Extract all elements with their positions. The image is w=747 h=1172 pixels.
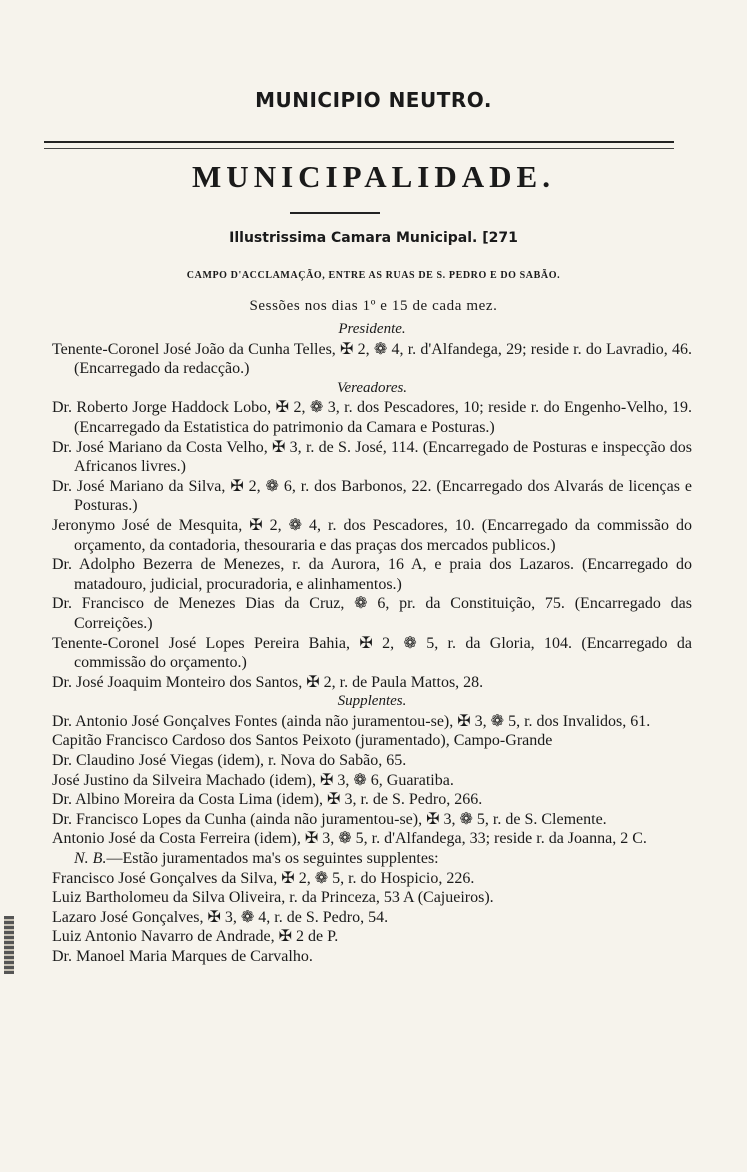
supplente-entry: Dr. Claudino José Viegas (idem), r. Nova do Sabão, 65. — [52, 752, 407, 770]
nota-bene-label: N. B. — [74, 850, 107, 868]
vereador-entry: Dr. José Joaquim Monteiro dos Santos, ✠ 2, r. de Paula Mattos, 28. — [52, 673, 484, 691]
supplentes-heading: Supplentes. — [337, 693, 407, 710]
binding-edge-mark — [4, 916, 14, 974]
vereador-entry: Tenente-Coronel José Lopes Pereira Bahia, ✠ 2, ❁ 5, r. da Gloria, 104. (Encarregado da commissão do orçamento.) — [52, 634, 692, 672]
vereador-entry: Dr. José Mariano da Costa Velho, ✠ 3, r. de S. José, 114. (Encarregado de Posturas e inspecção dos Africanos livres.) — [52, 438, 692, 476]
vereadores-heading: Vereadores. — [336, 379, 408, 396]
vereador-entry: Dr. Adolpho Bezerra de Menezes, r. da Aurora, 16 A, e praia dos Lazaros. (Encarregado do matadouro, judicial, procuradoria, e alinhamentos.) — [52, 556, 692, 593]
nota-bene-line — [52, 849, 692, 869]
nota-entry: Luiz Antonio Navarro de Andrade, ✠ 2 de P. — [52, 928, 339, 946]
supplente-entry: Dr. Antonio José Gonçalves Fontes (ainda não juramentou-se), ✠ 3, ❁ 5, r. dos Invalidos, 61. — [52, 712, 651, 730]
presidente-entry: Tenente-Coronel José João da Cunha Telles, ✠ 2, ❁ 4, r. d'Alfandega, 29; reside r. do Lavradio, 46. (Encarregado da redacção.) — [52, 340, 692, 378]
short-rule-divider — [290, 212, 380, 214]
nota-entry: Dr. Manoel Maria Marques de Carvalho. — [52, 948, 313, 965]
vereador-entry: Dr. Roberto Jorge Haddock Lobo, ✠ 2, ❁ 3, r. dos Pescadores, 10; reside r. do Engenho-Velho, 19. (Encarregado da Estatistica do patrimonio da Camara e Posturas.) — [52, 399, 692, 436]
presidente-heading: Presidente. — [338, 321, 406, 337]
main-title: MUNICIPALIDADE. — [192, 159, 555, 194]
nota-entry: Luiz Bartholomeu da Silva Oliveira, r. da Princeza, 53 A (Cajueiros). — [52, 889, 494, 907]
vereador-entry: Jeronymo José de Mesquita, ✠ 2, ❁ 4, r. dos Pescadores, 10. (Encarregado da commissão do orçamento, da contadoria, thesouraria e das praças dos mercados publicos.) — [52, 516, 692, 554]
supplente-entry: Antonio José da Costa Ferreira (idem), ✠ 3, ❁ 5, r. d'Alfandega, 33; reside r. da Joanna, 2 C. — [52, 830, 647, 848]
vereador-entry: Dr. Francisco de Menezes Dias da Cruz, ❁ 6, pr. da Constituição, 75. (Encarregado das Correições.) — [52, 595, 692, 632]
directory-body — [52, 320, 692, 967]
double-rule-divider — [44, 141, 674, 149]
nota-entry: Francisco José Gonçalves da Silva, ✠ 2, ❁ 5, r. do Hospicio, 226. — [52, 869, 475, 887]
location-line: CAMPO D'ACCLAMAÇÃO, ENTRE AS RUAS DE S. PEDRO E DO SABÃO. — [186, 270, 561, 281]
sessions-line: Sessões nos dias 1º e 15 de cada mez. — [249, 298, 498, 314]
supplente-entry: Dr. Albino Moreira da Costa Lima (idem), ✠ 3, r. de S. Pedro, 266. — [52, 791, 483, 809]
vereador-entry: Dr. José Mariano da Silva, ✠ 2, ❁ 6, r. dos Barbonos, 22. (Encarregado dos Alvarás de licenças e Posturas.) — [52, 477, 692, 515]
supplente-entry: José Justino da Silveira Machado (idem), ✠ 3, ❁ 6, Guaratiba. — [52, 771, 454, 789]
section-title: MUNICIPIO NEUTRO. — [255, 88, 492, 112]
nota-bene-text: —Estão juramentados ma's os seguintes supplentes: — [106, 850, 439, 868]
supplente-entry: Capitão Francisco Cardoso dos Santos Peixoto (juramentado), Campo-Grande — [52, 732, 553, 750]
nota-entry: Lazaro José Gonçalves, ✠ 3, ❁ 4, r. de S. Pedro, 54. — [52, 908, 389, 926]
supplente-entry: Dr. Francisco Lopes da Cunha (ainda não juramentou-se), ✠ 3, ❁ 5, r. de S. Clemente. — [52, 810, 607, 828]
camara-heading: Illustrissima Camara Municipal. [271 — [229, 230, 518, 246]
